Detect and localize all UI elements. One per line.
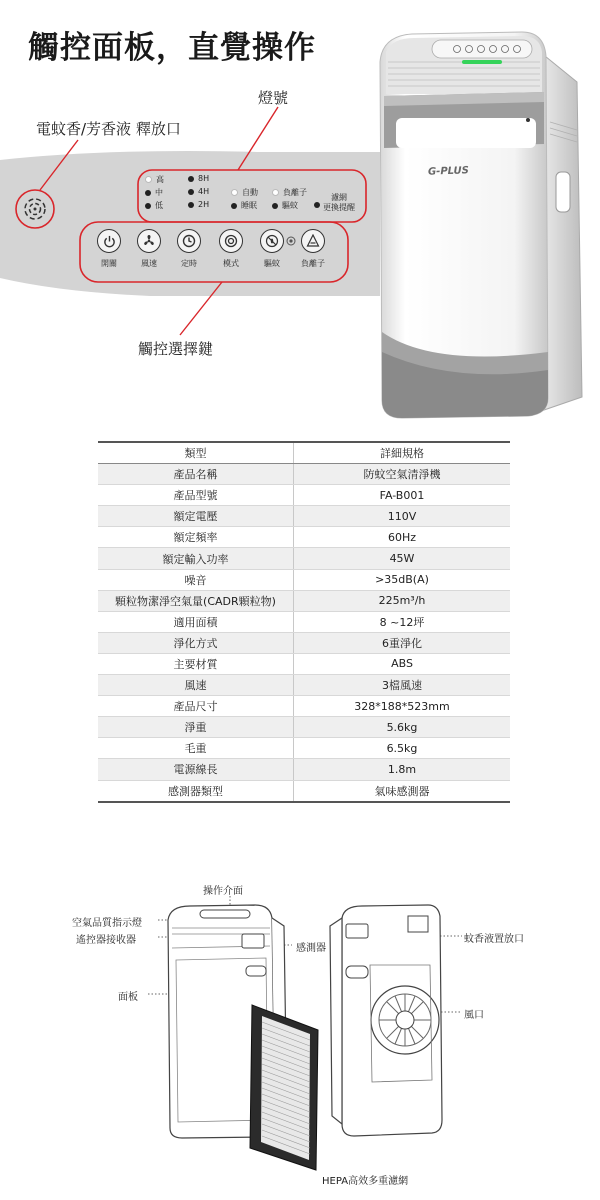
- label-remote-receiver: 遙控器接收器: [76, 935, 136, 946]
- spec-value-cell: 3檔風速: [294, 675, 511, 696]
- table-row: [98, 632, 510, 653]
- indicator-auto: 自動: [231, 187, 258, 198]
- remote-sensor-icon: [286, 236, 296, 246]
- air-purifier-product-image: [372, 22, 594, 422]
- label-sensor: 感測器: [296, 943, 326, 954]
- indicator-light: [145, 190, 151, 196]
- spec-value-cell: 6.5kg: [294, 738, 511, 759]
- spec-type-cell: 淨重: [98, 717, 294, 738]
- spec-table: [98, 441, 510, 803]
- spec-type-cell: 電源線長: [98, 759, 294, 780]
- indicator-light: [231, 189, 238, 196]
- mosquito-repel-button[interactable]: [260, 229, 284, 253]
- label-mosquito-slot: 蚊香液置放口: [464, 934, 524, 945]
- spec-type-cell: 毛重: [98, 738, 294, 759]
- table-row: [98, 527, 510, 548]
- spec-type-cell: 額定輸入功率: [98, 548, 294, 569]
- spec-type-cell: 產品型號: [98, 485, 294, 506]
- product-logo: G-PLUS: [427, 165, 470, 178]
- label-front-panel: 面板: [118, 992, 138, 1003]
- spec-value-cell: 225m³/h: [294, 590, 511, 611]
- indicator-light: [314, 202, 320, 208]
- spec-value-cell: 45W: [294, 548, 511, 569]
- indicator-timer-8h: 8H: [188, 174, 209, 183]
- mosquito-icon: [265, 234, 279, 248]
- spec-value-cell: >35dB(A): [294, 569, 511, 590]
- spec-header-detail: 詳細規格: [294, 442, 511, 464]
- spec-type-cell: 額定電壓: [98, 506, 294, 527]
- indicator-light: [272, 203, 278, 209]
- indicator-mosquito: 驅蚊: [272, 200, 298, 211]
- mosquito-button-label: 驅蚊: [264, 259, 280, 268]
- spec-header-type: 類型: [98, 442, 294, 464]
- table-row: [98, 569, 510, 590]
- spec-type-cell: 產品尺寸: [98, 696, 294, 717]
- anion-icon: [306, 234, 320, 248]
- spec-value-cell: 防蚊空氣清淨機: [294, 464, 511, 485]
- indicator-anion: 負離子: [272, 187, 307, 198]
- spec-value-cell: FA-B001: [294, 485, 511, 506]
- spec-type-cell: 產品名稱: [98, 464, 294, 485]
- clock-icon: [182, 234, 196, 248]
- table-row: [98, 590, 510, 611]
- timer-button[interactable]: [177, 229, 201, 253]
- indicator-light: [145, 176, 152, 183]
- fan-speed-button[interactable]: [137, 229, 161, 253]
- label-air-quality-light: 空氣品質指示燈: [72, 918, 142, 929]
- spec-value-cell: 氣味感測器: [294, 780, 511, 802]
- label-hepa-filter: HEPA高效多重濾網: [322, 1176, 409, 1187]
- power-button-label: 開關: [101, 259, 117, 268]
- spec-type-cell: 顆粒物潔淨空氣量(CADR顆粒物): [98, 590, 294, 611]
- spec-table-header: [98, 442, 510, 464]
- indicator-filter-label: 濾網 更換提醒: [323, 193, 355, 212]
- spec-type-cell: 適用面積: [98, 611, 294, 632]
- spec-value-cell: 110V: [294, 506, 511, 527]
- mode-button-label: 模式: [223, 259, 239, 268]
- indicator-sleep: 睡眠: [231, 200, 257, 211]
- table-row: [98, 506, 510, 527]
- indicator-light: [272, 189, 279, 196]
- page-headline: 觸控面板，直覺操作: [28, 30, 316, 66]
- table-row: [98, 696, 510, 717]
- indicator-timer-4h: 4H: [188, 187, 209, 196]
- spec-value-cell: 8 ~12坪: [294, 611, 511, 632]
- fan-speed-button-label: 風速: [141, 259, 157, 268]
- spec-type-cell: 風速: [98, 675, 294, 696]
- fan-icon: [142, 234, 156, 248]
- anion-button[interactable]: [301, 229, 325, 253]
- indicator-fan-high: 高: [145, 174, 164, 185]
- label-control-panel: 操作介面: [203, 886, 243, 897]
- power-button[interactable]: [97, 229, 121, 253]
- indicator-fan-low: 低: [145, 200, 163, 211]
- spec-value-cell: 5.6kg: [294, 717, 511, 738]
- callout-lamp: 燈號: [258, 89, 289, 107]
- mode-button[interactable]: [219, 229, 243, 253]
- table-row: [98, 717, 510, 738]
- spec-value-cell: 328*188*523mm: [294, 696, 511, 717]
- spec-type-cell: 淨化方式: [98, 632, 294, 653]
- spec-value-cell: 60Hz: [294, 527, 511, 548]
- spec-type-cell: 主要材質: [98, 653, 294, 674]
- table-row: [98, 653, 510, 674]
- spec-value-cell: 1.8m: [294, 759, 511, 780]
- indicator-light: [231, 203, 237, 209]
- spec-type-cell: 額定頻率: [98, 527, 294, 548]
- indicator-timer-2h: 2H: [188, 200, 209, 209]
- mode-icon: [224, 234, 238, 248]
- spec-type-cell: 噪音: [98, 569, 294, 590]
- anion-button-label: 負離子: [301, 259, 325, 268]
- mosquito-vent-icon: [23, 197, 47, 221]
- callout-touch-keys: 觸控選擇鍵: [138, 340, 214, 358]
- spec-type-cell: 感測器類型: [98, 780, 294, 802]
- indicator-fan-mid: 中: [145, 187, 163, 198]
- callout-mosquito-outlet: 電蚊香/芳香液 釋放口: [36, 120, 181, 138]
- table-row: [98, 485, 510, 506]
- table-row: [98, 548, 510, 569]
- spec-value-cell: ABS: [294, 653, 511, 674]
- table-row: [98, 611, 510, 632]
- table-row: [98, 759, 510, 780]
- table-row: [98, 675, 510, 696]
- table-row: [98, 464, 510, 485]
- indicator-light: [188, 202, 194, 208]
- indicator-light: [145, 203, 151, 209]
- indicator-light: [188, 176, 194, 182]
- power-icon: [103, 235, 116, 248]
- table-row: [98, 738, 510, 759]
- indicator-light: [188, 189, 194, 195]
- timer-button-label: 定時: [181, 259, 197, 268]
- label-air-outlet: 風口: [464, 1010, 484, 1021]
- spec-value-cell: 6重淨化: [294, 632, 511, 653]
- table-row: [98, 780, 510, 802]
